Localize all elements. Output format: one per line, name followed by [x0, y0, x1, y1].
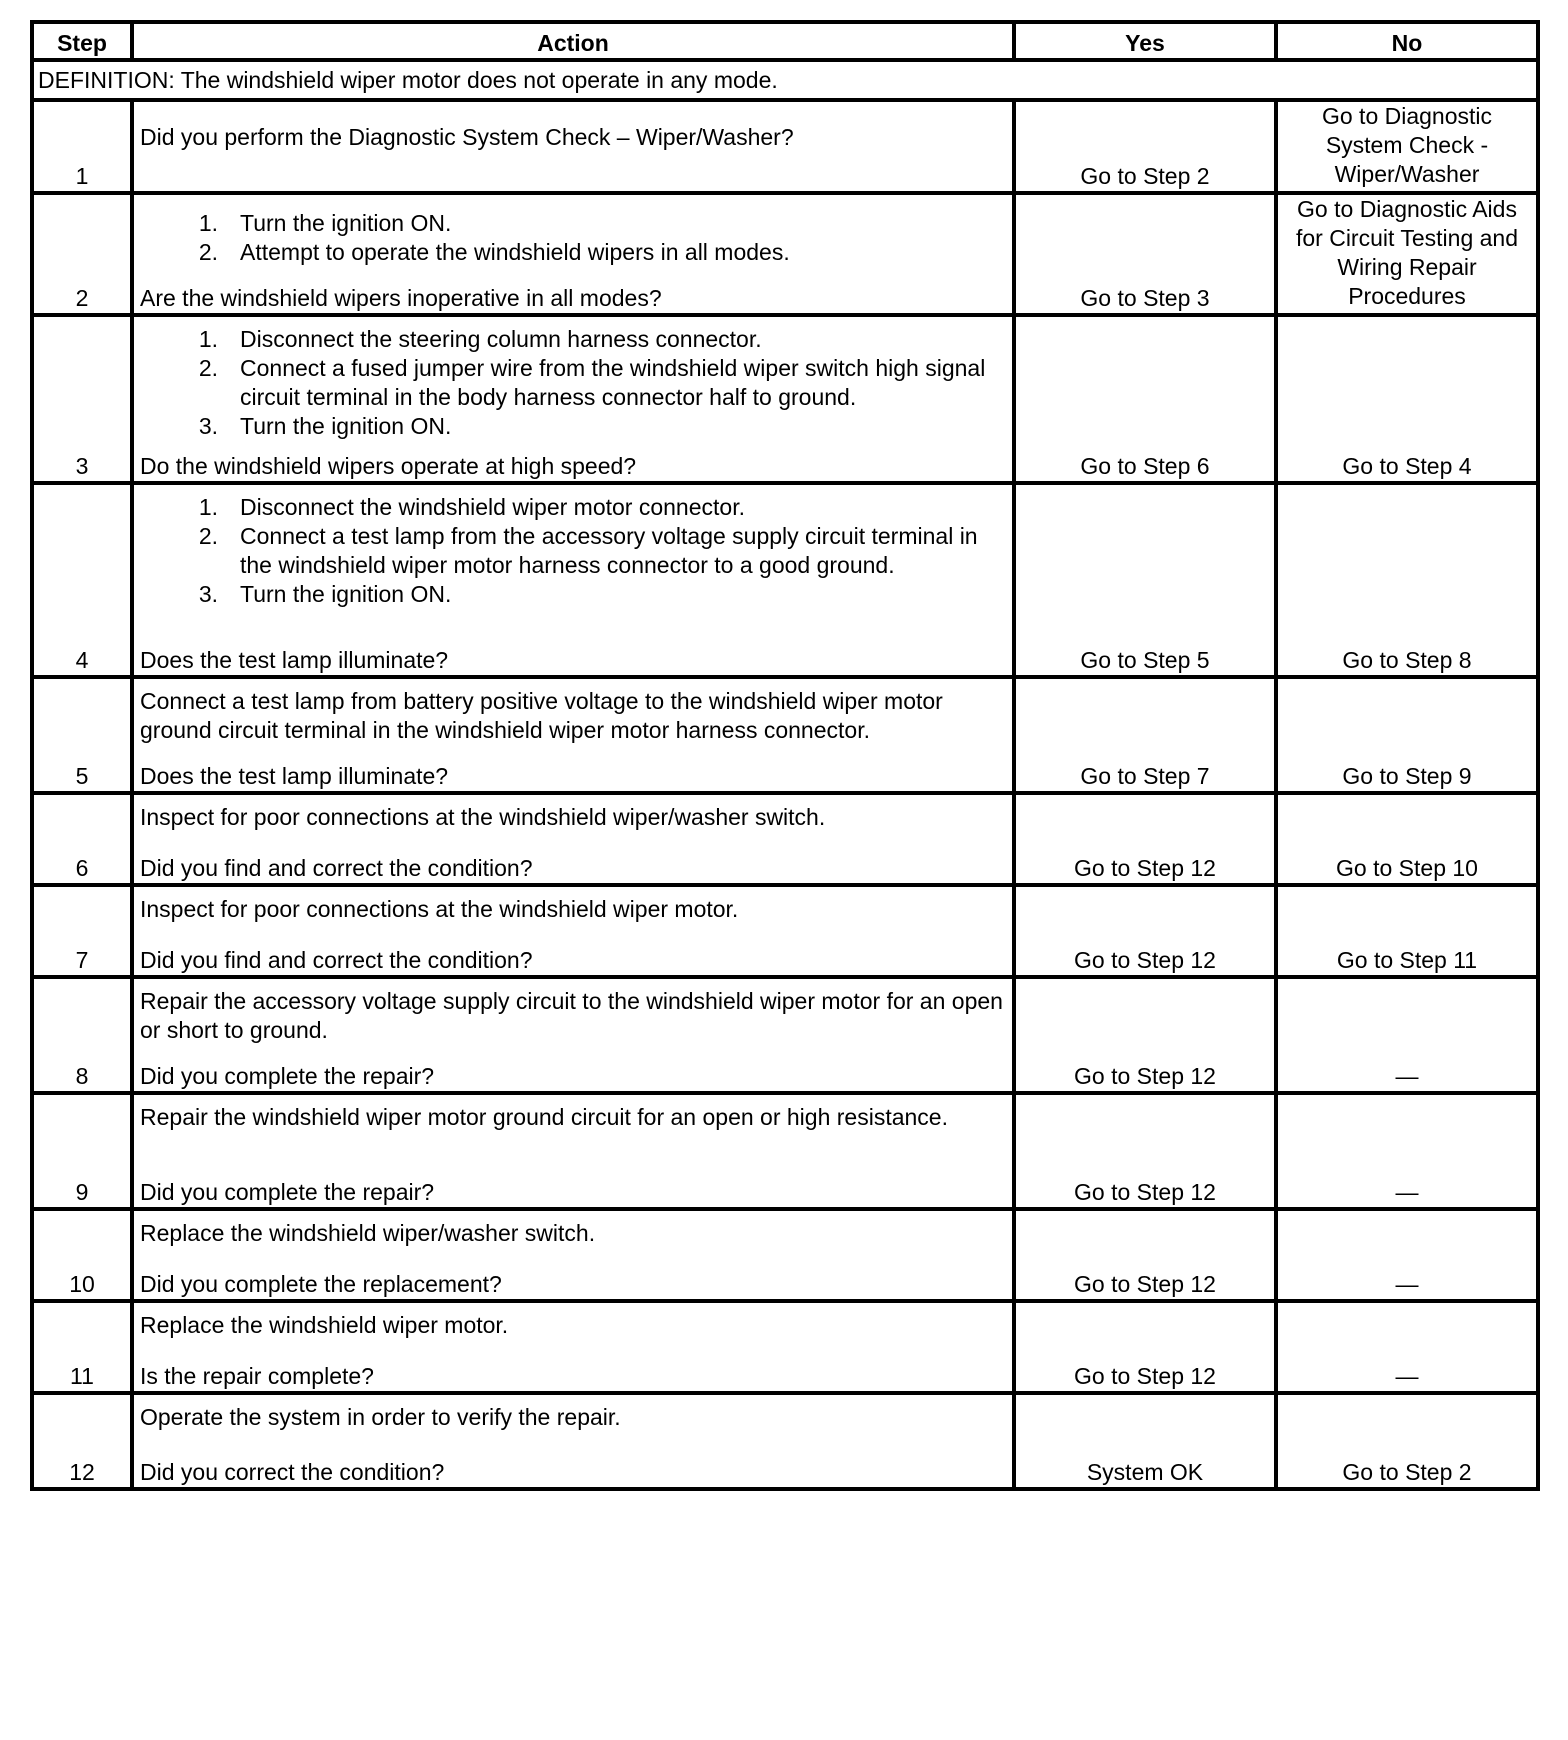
no-result: —: [1276, 977, 1538, 1093]
step-number: 7: [32, 885, 132, 977]
table-row: [32, 315, 1538, 483]
action-question: Did you complete the repair?: [140, 1179, 435, 1205]
action-question: Are the windshield wipers inoperative in all modes?: [140, 285, 662, 311]
diagnostic-table: [30, 20, 1540, 1491]
action-cell: [132, 793, 1014, 885]
no-result: Go to Step 10: [1276, 793, 1538, 885]
action-content: [140, 1219, 1006, 1299]
procedure-number: 2.: [198, 355, 218, 381]
procedure-text: Turn the ignition ON.: [240, 581, 452, 607]
action-instructions: [140, 987, 1006, 1045]
yes-result: Go to Step 12: [1014, 885, 1276, 977]
action-intro: Repair the windshield wiper motor ground circuit for an open or high resistance.: [140, 1104, 948, 1130]
procedure-number: 1.: [198, 494, 218, 520]
procedure-item: [140, 354, 1006, 412]
action-instructions: [140, 1403, 1006, 1432]
no-result: Go to Step 11: [1276, 885, 1538, 977]
action-content: [140, 1403, 1006, 1487]
action-instructions: [140, 493, 1006, 609]
action-cell: [132, 315, 1014, 483]
procedure-item: [140, 522, 1006, 580]
step-number: 4: [32, 483, 132, 677]
step-number: 3: [32, 315, 132, 483]
procedure-number: 3.: [198, 581, 218, 607]
yes-result: Go to Step 12: [1014, 1301, 1276, 1393]
action-cell: [132, 1393, 1014, 1489]
action-intro: Inspect for poor connections at the windshield wiper motor.: [140, 896, 739, 922]
yes-result: Go to Step 12: [1014, 1093, 1276, 1209]
action-instructions: [140, 325, 1006, 441]
step-number: 2: [32, 193, 132, 315]
action-content: [140, 687, 1006, 791]
procedure-item: [140, 412, 1006, 441]
no-result: —: [1276, 1093, 1538, 1209]
yes-result: Go to Step 12: [1014, 1209, 1276, 1301]
no-result: Go to Diagnostic Aids for Circuit Testing and Wiring Repair Procedures: [1276, 193, 1538, 315]
table-row: [32, 1301, 1538, 1393]
no-result: Go to Step 4: [1276, 315, 1538, 483]
procedure-text: Connect a fused jumper wire from the windshield wiper switch high signal circuit terminal in the body harness connector half to ground.: [240, 355, 986, 410]
no-result: Go to Step 8: [1276, 483, 1538, 677]
action-content: [140, 987, 1006, 1091]
step-number: 12: [32, 1393, 132, 1489]
table-row: [32, 100, 1538, 193]
yes-result: Go to Step 2: [1014, 100, 1276, 193]
action-cell: [132, 1301, 1014, 1393]
step-number: 5: [32, 677, 132, 793]
step-number: 1: [32, 100, 132, 193]
action-instructions: [140, 209, 1006, 267]
procedure-number: 3.: [198, 413, 218, 439]
yes-result: Go to Step 7: [1014, 677, 1276, 793]
action-cell: [132, 977, 1014, 1093]
step-number: 9: [32, 1093, 132, 1209]
no-result: —: [1276, 1301, 1538, 1393]
action-cell: [132, 100, 1014, 193]
procedure-number: 2.: [198, 239, 218, 265]
header-action: Action: [132, 22, 1014, 60]
action-cell: [132, 483, 1014, 677]
procedure-item: [140, 580, 1006, 609]
action-instructions: [140, 687, 1006, 745]
procedure-item: [140, 238, 1006, 267]
action-question: Do the windshield wipers operate at high speed?: [140, 453, 637, 479]
action-content: [140, 493, 1006, 675]
action-instructions: [140, 1219, 1006, 1248]
action-intro: Inspect for poor connections at the windshield wiper/washer switch.: [140, 804, 826, 830]
yes-result: Go to Step 12: [1014, 793, 1276, 885]
definition-text: DEFINITION: The windshield wiper motor does not operate in any mode.: [32, 60, 1538, 100]
action-question: Did you find and correct the condition?: [140, 947, 533, 973]
header-row: [32, 22, 1538, 60]
action-intro: Operate the system in order to verify the repair.: [140, 1404, 621, 1430]
procedure-item: [140, 209, 1006, 238]
action-question: Did you complete the replacement?: [140, 1271, 502, 1297]
yes-result: System OK: [1014, 1393, 1276, 1489]
yes-result: Go to Step 6: [1014, 315, 1276, 483]
procedure-list: [140, 209, 1006, 267]
table-row: [32, 1093, 1538, 1209]
procedure-text: Disconnect the windshield wiper motor connector.: [240, 494, 745, 520]
definition-row: [32, 60, 1538, 100]
procedure-item: [140, 325, 1006, 354]
step-number: 11: [32, 1301, 132, 1393]
action-content: [140, 1311, 1006, 1391]
action-intro: Connect a test lamp from battery positive voltage to the windshield wiper motor ground circuit terminal in the windshield wiper motor harness connector.: [140, 688, 943, 743]
action-question: Is the repair complete?: [140, 1363, 374, 1389]
table-row: [32, 1209, 1538, 1301]
procedure-text: Turn the ignition ON.: [240, 210, 452, 236]
action-intro: Repair the accessory voltage supply circuit to the windshield wiper motor for an open or short to ground.: [140, 988, 1003, 1043]
procedure-text: Turn the ignition ON.: [240, 413, 452, 439]
procedure-text: Connect a test lamp from the accessory voltage supply circuit terminal in the windshield wiper motor harness connector to a good ground.: [240, 523, 978, 578]
table-row: [32, 885, 1538, 977]
action-cell: [132, 1209, 1014, 1301]
table-row: [32, 677, 1538, 793]
action-content: [140, 209, 1006, 313]
no-result: Go to Step 2: [1276, 1393, 1538, 1489]
table-row: [32, 793, 1538, 885]
action-content: [140, 325, 1006, 481]
action-intro: Replace the windshield wiper/washer switch.: [140, 1220, 596, 1246]
action-question: Did you find and correct the condition?: [140, 855, 533, 881]
header-no: No: [1276, 22, 1538, 60]
table-row: [32, 483, 1538, 677]
header-yes: Yes: [1014, 22, 1276, 60]
yes-result: Go to Step 12: [1014, 977, 1276, 1093]
action-cell: [132, 1093, 1014, 1209]
step-number: 10: [32, 1209, 132, 1301]
action-intro: Replace the windshield wiper motor.: [140, 1312, 509, 1338]
no-result: —: [1276, 1209, 1538, 1301]
no-result: Go to Diagnostic System Check - Wiper/Washer: [1276, 100, 1538, 193]
table-row: [32, 193, 1538, 315]
action-intro: Did you perform the Diagnostic System Check – Wiper/Washer?: [140, 124, 794, 150]
action-cell: [132, 885, 1014, 977]
action-instructions: [140, 123, 1006, 152]
action-content: [140, 1103, 1006, 1207]
step-number: 8: [32, 977, 132, 1093]
procedure-number: 1.: [198, 326, 218, 352]
procedure-item: [140, 493, 1006, 522]
action-instructions: [140, 803, 1006, 832]
procedure-text: Disconnect the steering column harness connector.: [240, 326, 762, 352]
procedure-text: Attempt to operate the windshield wipers in all modes.: [240, 239, 790, 265]
action-question: Does the test lamp illuminate?: [140, 647, 449, 673]
action-question: Does the test lamp illuminate?: [140, 763, 449, 789]
header-step: Step: [32, 22, 132, 60]
yes-result: Go to Step 3: [1014, 193, 1276, 315]
table-row: [32, 977, 1538, 1093]
procedure-list: [140, 493, 1006, 609]
no-result: Go to Step 9: [1276, 677, 1538, 793]
procedure-number: 2.: [198, 523, 218, 549]
action-content: [140, 803, 1006, 883]
action-content: [140, 895, 1006, 975]
procedure-list: [140, 325, 1006, 441]
action-instructions: [140, 1311, 1006, 1340]
action-question: Did you correct the condition?: [140, 1459, 445, 1485]
action-instructions: [140, 895, 1006, 924]
action-cell: [132, 193, 1014, 315]
step-number: 6: [32, 793, 132, 885]
yes-result: Go to Step 5: [1014, 483, 1276, 677]
action-cell: [132, 677, 1014, 793]
procedure-number: 1.: [198, 210, 218, 236]
action-question: Did you complete the repair?: [140, 1063, 435, 1089]
table-row: [32, 1393, 1538, 1489]
action-content: [140, 123, 1006, 191]
action-instructions: [140, 1103, 1006, 1132]
